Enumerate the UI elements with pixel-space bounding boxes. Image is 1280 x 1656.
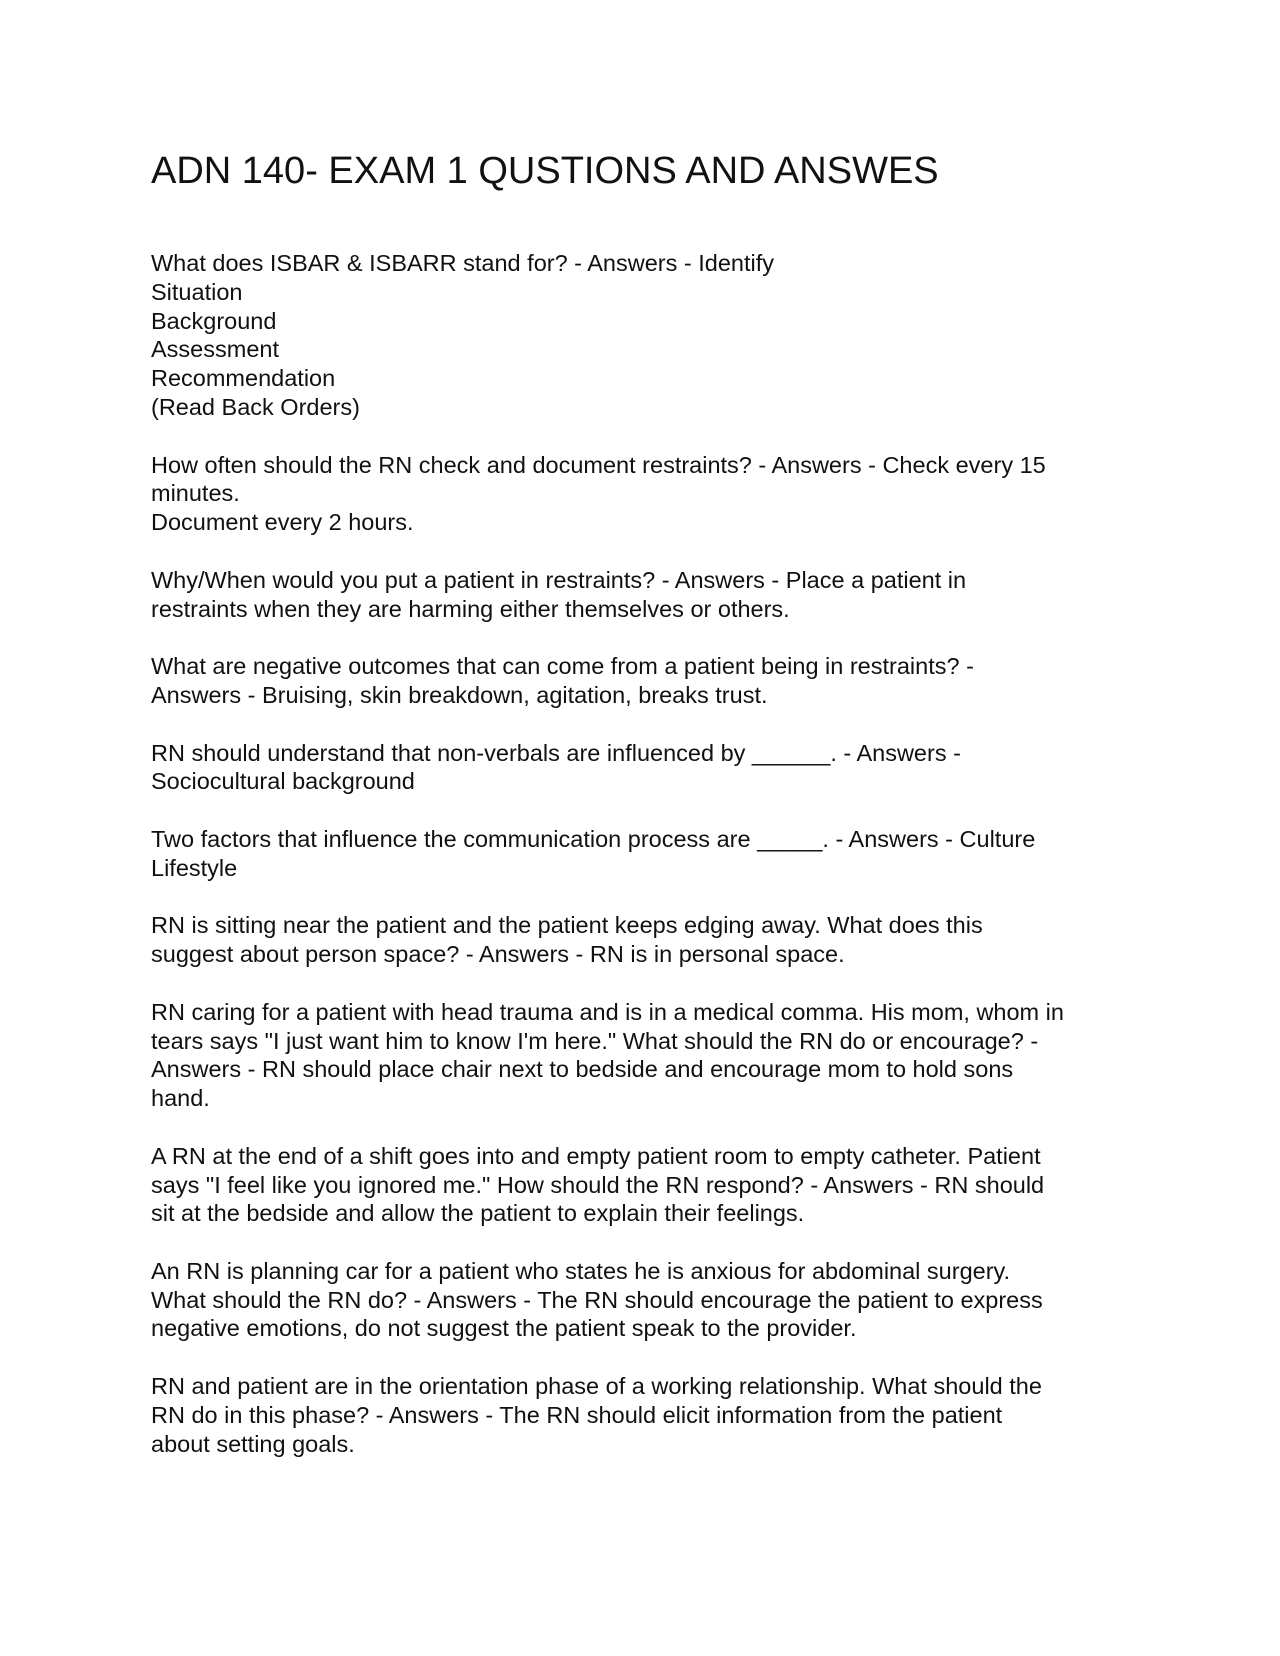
qa-text-line: Sociocultural background [151,768,415,795]
qa-item [151,739,1151,797]
qa-text-line: hand. [151,1085,210,1112]
qa-text-line: RN should understand that non-verbals are influenced by ______. - Answers - [151,739,961,766]
qa-text-line: RN and patient are in the orientation phase of a working relationship. What should the [151,1373,1042,1400]
qa-text-line: negative emotions, do not suggest the patient speak to the provider. [151,1315,857,1342]
qa-text-line: RN caring for a patient with head trauma and is in a medical comma. His mom, whom in [151,998,1064,1025]
qa-item [151,1142,1151,1228]
qa-text-line: What does ISBAR & ISBARR stand for? - Answers - Identify [151,250,775,276]
qa-text-line: sit at the bedside and allow the patient to explain their feelings. [151,1200,805,1227]
document-title: ADN 140- EXAM 1 QUSTIONS AND ANSWES [151,150,939,192]
qa-text-line: RN do in this phase? - Answers - The RN should elicit information from the patient [151,1401,1003,1428]
qa-text-line: suggest about person space? - Answers - RN is in personal space. [151,941,845,968]
qa-text-line: restraints when they are harming either themselves or others. [151,595,790,622]
qa-list [151,249,1151,1487]
qa-item [151,1257,1151,1343]
qa-item [151,825,1151,883]
qa-text-line: Recommendation [151,365,336,392]
qa-item [151,566,1151,624]
qa-text-line: Situation [151,278,243,305]
qa-text-line: Two factors that influence the communication process are _____. - Answers - Culture [151,825,1036,852]
qa-text-line: Answers - Bruising, skin breakdown, agitation, breaks trust. [151,681,768,708]
qa-item [151,1372,1151,1458]
qa-text-line: about setting goals. [151,1430,355,1457]
qa-text-line: What are negative outcomes that can come from a patient being in restraints? - [151,653,974,680]
qa-item [151,451,1151,537]
qa-item [151,249,1151,422]
qa-text-line: Lifestyle [151,854,238,881]
qa-text-line: A RN at the end of a shift goes into and empty patient room to empty catheter. Patient [151,1142,1041,1169]
qa-text-line: What should the RN do? - Answers - The RN should encourage the patient to express [151,1286,1043,1313]
qa-item [151,652,1151,710]
qa-text-line: How often should the RN check and document restraints? - Answers - Check every 15 [151,451,1046,478]
qa-text-line: minutes. [151,480,240,507]
qa-text-line: RN is sitting near the patient and the patient keeps edging away. What does this [151,912,983,939]
qa-text-line: Background [151,307,277,334]
qa-text-line: Answers - RN should place chair next to bedside and encourage mom to hold sons [151,1056,1014,1083]
qa-text-line: Why/When would you put a patient in restraints? - Answers - Place a patient in [151,566,967,593]
qa-text-line: (Read Back Orders) [151,393,360,420]
qa-text-line: Assessment [151,336,279,363]
qa-item [151,998,1151,1113]
qa-text-line: says "I feel like you ignored me." How should the RN respond? - Answers - RN should [151,1171,1045,1198]
qa-text-line: Document every 2 hours. [151,509,414,536]
qa-item [151,911,1151,969]
qa-text-line: tears says "I just want him to know I'm here." What should the RN do or encourage? - [151,1027,1039,1054]
qa-text-line: An RN is planning car for a patient who states he is anxious for abdominal surgery. [151,1257,1011,1284]
